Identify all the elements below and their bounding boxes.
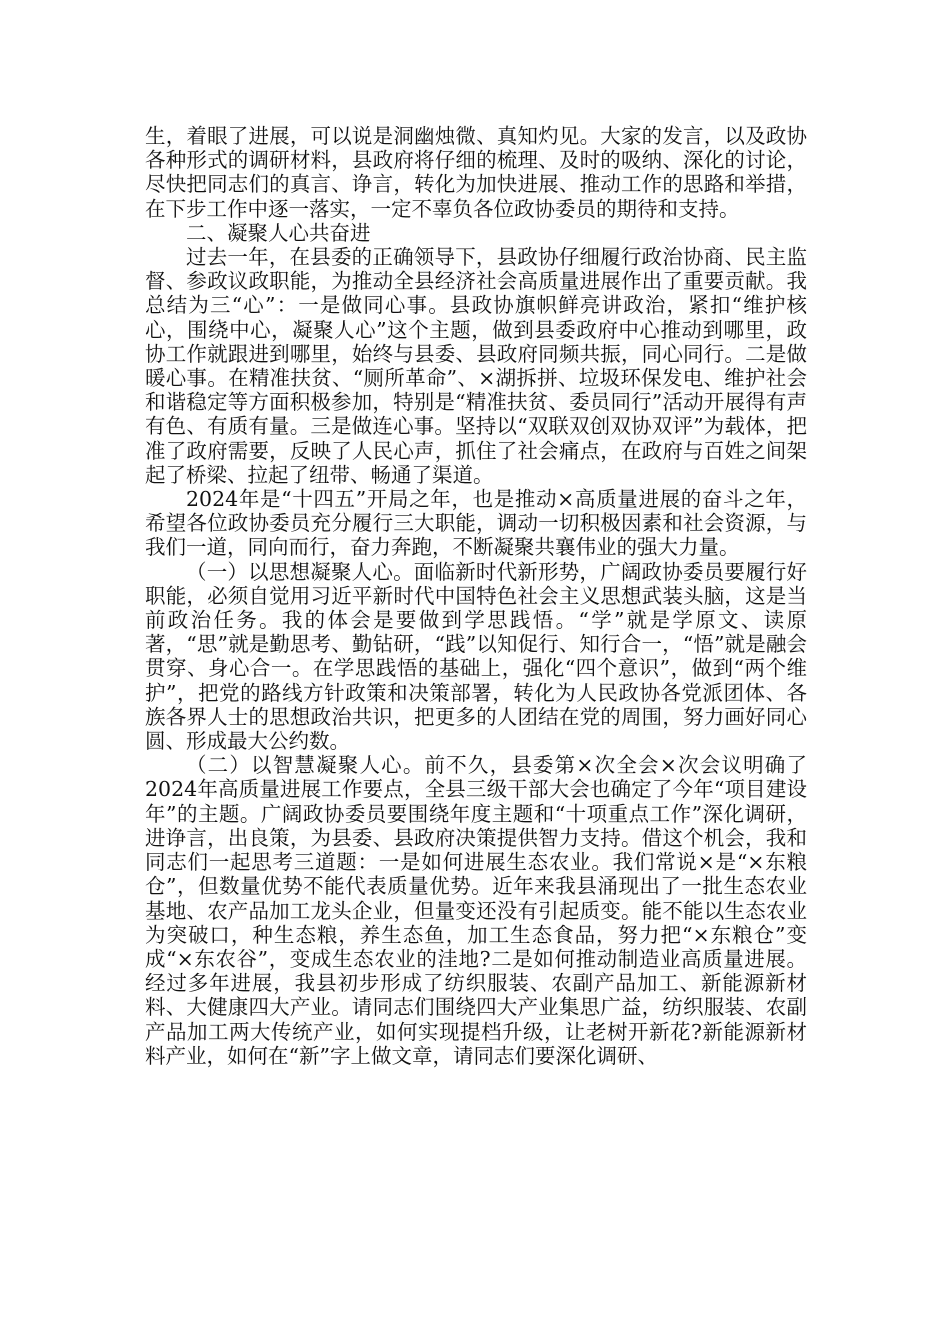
paragraph-thought: （一）以思想凝聚人心。面临新时代新形势，广阔政协委员要履行好职能，必须自觉用习近平新时代中国特色社会主义思想武装头脑，这是当前政治任务。我的体会是要做到学思践悟。“学”就是学原文、读原著，“思”就是勤思考、勤钻研，“践”以知促行、知行合一，“悟”就是融会贯穿、身心合一。在学思践悟的基础上，强化“四个意识”，做到“两个维护”，把党的路线方针政策和决策部署，转化为人民政协各党派团体、各族各界人士的思想政治共识，把更多的人团结在党的周围，努力画好同心圆、形成最大公约数。 xyxy=(145,559,807,754)
section-heading: 二、凝聚人心共奋进 xyxy=(186,220,371,245)
paragraph-2024: 2024年是“十四五”开局之年，也是推动×高质量进展的奋斗之年，希望各位政协委员充分履行三大职能，调动一切积极因素和社会资源，与我们一道，同向而行，奋力奔跑，不断凝聚共襄伟业的强大力量。 xyxy=(145,487,807,560)
paragraph-past-year: 过去一年，在县委的正确领导下，县政协仔细履行政治协商、民主监督、参政议政职能，为推动全县经济社会高质量进展作出了重要贡献。我总结为三“心”：一是做同心事。县政协旗帜鲜亮讲政治，紧扣“维护核心，围绕中心，凝聚人心”这个主题，做到县委政府中心推动到哪里，政协工作就跟进到哪里，始终与县委、县政府同频共振，同心同行。二是做暖心事。在精准扶贫、“厕所革命”、×湖拆拼、垃圾环保发电、维护社会和谐稳定等方面积极参加，特别是“精准扶贫、委员同行”活动开展得有声有色、有质有量。三是做连心事。坚持以“双联双创双协双评”为载体，把准了政府需要，反映了人民心声，抓住了社会痛点，在政府与百姓之间架起了桥梁、拉起了纽带、畅通了渠道。 xyxy=(145,245,807,487)
paragraph-wisdom: （二）以智慧凝聚人心。前不久，县委第×次全会×次会议明确了2024年高质量进展工作要点，全县三级干部大会也确定了今年“项目建设年”的主题。广阔政协委员要围绕年度主题和“十项重点工作”深化调研，进诤言，出良策，为县委、县政府决策提供智力支持。借这个机会，我和同志们一起思考三道题：一是如何进展生态农业。我们常说×是“×东粮仓”，但数量优势不能代表质量优势。近年来我县涌现出了一批生态农业基地、农产品加工龙头企业，但量变还没有引起质变。能不能以生态农业为突破口，种生态粮，养生态鱼，加工生态食品，努力把“×东粮仓”变成“×东农谷”，变成生态农业的洼地?二是如何推动制造业高质量进展。经过多年进展，我县初步形成了纺织服装、农副产品加工、新能源新材料、大健康四大产业。请同志们围绕四大产业集思广益，纺织服装、农副产品加工两大传统产业，如何实现提档升级，让老树开新花?新能源新材料产业，如何在“新”字上做文章，请同志们要深化调研、 xyxy=(145,753,807,1068)
paragraph-continuation: 生，着眼了进展，可以说是洞幽烛微、真知灼见。大家的发言，以及政协各种形式的调研材料，县政府将仔细的梳理、及时的吸纳、深化的讨论，尽快把同志们的真言、诤言，转化为加快进展、推动工作的思路和举措，在下步工作中逐一落实，一定不辜负各位政协委员的期待和支持。 xyxy=(145,124,807,221)
document-page xyxy=(145,124,807,1068)
